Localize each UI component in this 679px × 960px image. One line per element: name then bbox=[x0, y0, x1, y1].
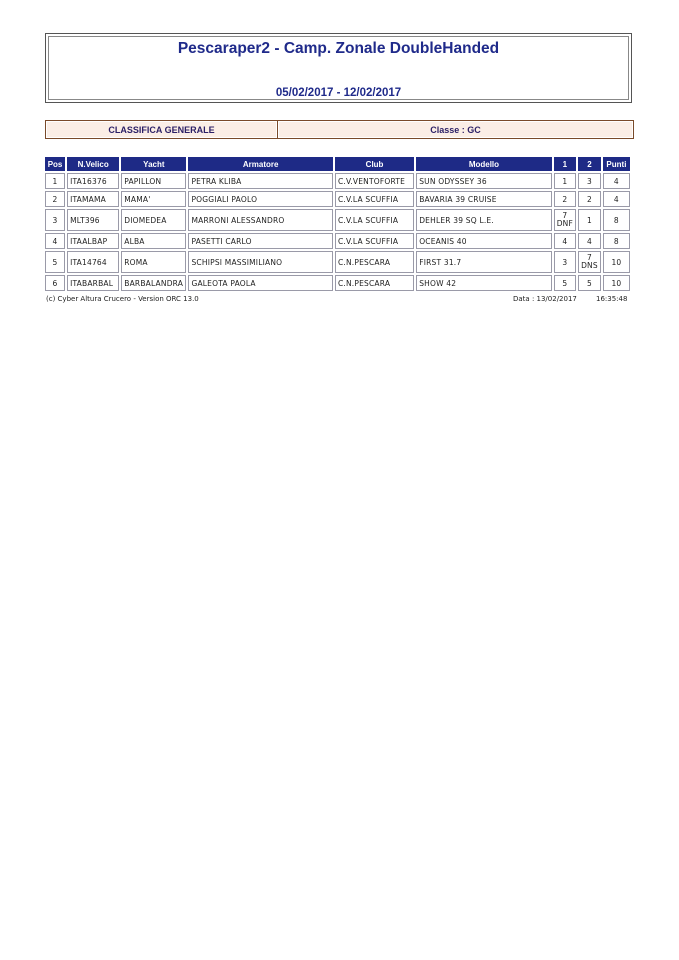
section-title: CLASSIFICA GENERALE bbox=[46, 121, 278, 138]
col-header-punti: Punti bbox=[603, 157, 630, 171]
cell-club: C.V.LA SCUFFIA bbox=[335, 209, 414, 231]
cell-pos: 1 bbox=[45, 173, 65, 189]
col-header-race-1: 1 bbox=[554, 157, 576, 171]
cell-race-1: 5 bbox=[554, 275, 576, 291]
cell-armatore: SCHIPSI MASSIMILIANO bbox=[188, 251, 332, 273]
penalty-code: DNS bbox=[581, 261, 598, 270]
page-title: Pescaraper2 - Camp. Zonale DoubleHanded bbox=[177, 40, 500, 57]
cell-velico: ITABARBAL bbox=[67, 275, 119, 291]
penalty-code: DNF bbox=[556, 219, 573, 228]
cell-race-1: 1 bbox=[554, 173, 576, 189]
cell-pos: 5 bbox=[45, 251, 65, 273]
software-credit: (c) Cyber Altura Crucero - Version ORC 13.0 bbox=[46, 295, 199, 303]
cell-club: C.N.PESCARA bbox=[335, 275, 414, 291]
header-row bbox=[45, 157, 630, 171]
cell-punti: 4 bbox=[603, 191, 630, 207]
col-header-race-2: 2 bbox=[578, 157, 601, 171]
cell-armatore: MARRONI ALESSANDRO bbox=[188, 209, 332, 231]
cell-armatore: PASETTI CARLO bbox=[188, 233, 332, 249]
cell-race-1: 3 bbox=[554, 251, 576, 273]
cell-race-2: 3 bbox=[578, 173, 601, 189]
cell-club: C.N.PESCARA bbox=[335, 251, 414, 273]
cell-club: C.V.LA SCUFFIA bbox=[335, 233, 414, 249]
cell-modello: FIRST 31.7 bbox=[416, 251, 551, 273]
table-row bbox=[45, 275, 630, 291]
cell-race-1: 2 bbox=[554, 191, 576, 207]
cell-yacht: ALBA bbox=[121, 233, 186, 249]
results-table bbox=[43, 155, 632, 293]
cell-velico: MLT396 bbox=[67, 209, 119, 231]
cell-club: C.V.VENTOFORTE bbox=[335, 173, 414, 189]
cell-pos: 3 bbox=[45, 209, 65, 231]
cell-race-2 bbox=[578, 251, 601, 273]
cell-velico: ITA16376 bbox=[67, 173, 119, 189]
cell-armatore: GALEOTA PAOLA bbox=[188, 275, 332, 291]
cell-pos: 4 bbox=[45, 233, 65, 249]
cell-yacht: PAPILLON bbox=[121, 173, 186, 189]
title-box bbox=[45, 33, 632, 103]
cell-race-1 bbox=[554, 209, 576, 231]
col-header-velico: N.Velico bbox=[67, 157, 119, 171]
cell-yacht: BARBALANDRA bbox=[121, 275, 186, 291]
col-header-pos: Pos bbox=[45, 157, 65, 171]
cell-yacht: ROMA bbox=[121, 251, 186, 273]
race-score: 7 bbox=[586, 253, 592, 262]
table-row bbox=[45, 173, 630, 189]
col-header-armatore: Armatore bbox=[188, 157, 332, 171]
cell-race-2: 1 bbox=[578, 209, 601, 231]
section-bar bbox=[45, 120, 634, 139]
cell-velico: ITAALBAP bbox=[67, 233, 119, 249]
cell-modello: BAVARIA 39 CRUISE bbox=[416, 191, 551, 207]
class-label: Classe : GC bbox=[278, 121, 633, 138]
cell-velico: ITA14764 bbox=[67, 251, 119, 273]
cell-race-1: 4 bbox=[554, 233, 576, 249]
cell-modello: SHOW 42 bbox=[416, 275, 551, 291]
event-dates: 05/02/2017 - 12/02/2017 bbox=[275, 87, 402, 99]
cell-armatore: PETRA KLIBA bbox=[188, 173, 332, 189]
cell-yacht: DIOMEDEA bbox=[121, 209, 186, 231]
cell-punti: 10 bbox=[603, 275, 630, 291]
cell-punti: 8 bbox=[603, 233, 630, 249]
cell-punti: 4 bbox=[603, 173, 630, 189]
table-row bbox=[45, 209, 630, 231]
cell-race-2: 5 bbox=[578, 275, 601, 291]
cell-modello: DEHLER 39 SQ L.E. bbox=[416, 209, 551, 231]
cell-velico: ITAMAMA bbox=[67, 191, 119, 207]
race-score: 7 bbox=[562, 211, 568, 220]
col-header-modello: Modello bbox=[416, 157, 551, 171]
cell-yacht: MAMA' bbox=[121, 191, 186, 207]
col-header-club: Club bbox=[335, 157, 414, 171]
cell-modello: SUN ODYSSEY 36 bbox=[416, 173, 551, 189]
cell-punti: 10 bbox=[603, 251, 630, 273]
table-row bbox=[45, 251, 630, 273]
col-header-yacht: Yacht bbox=[121, 157, 186, 171]
cell-club: C.V.LA SCUFFIA bbox=[335, 191, 414, 207]
cell-punti: 8 bbox=[603, 209, 630, 231]
table-row bbox=[45, 233, 630, 249]
table-row bbox=[45, 191, 630, 207]
print-time: 16:35:48 bbox=[596, 295, 628, 303]
cell-armatore: POGGIALI PAOLO bbox=[188, 191, 332, 207]
cell-pos: 6 bbox=[45, 275, 65, 291]
print-date: Data : 13/02/2017 bbox=[513, 295, 577, 303]
cell-race-2: 2 bbox=[578, 191, 601, 207]
cell-race-2: 4 bbox=[578, 233, 601, 249]
cell-pos: 2 bbox=[45, 191, 65, 207]
cell-modello: OCEANIS 40 bbox=[416, 233, 551, 249]
